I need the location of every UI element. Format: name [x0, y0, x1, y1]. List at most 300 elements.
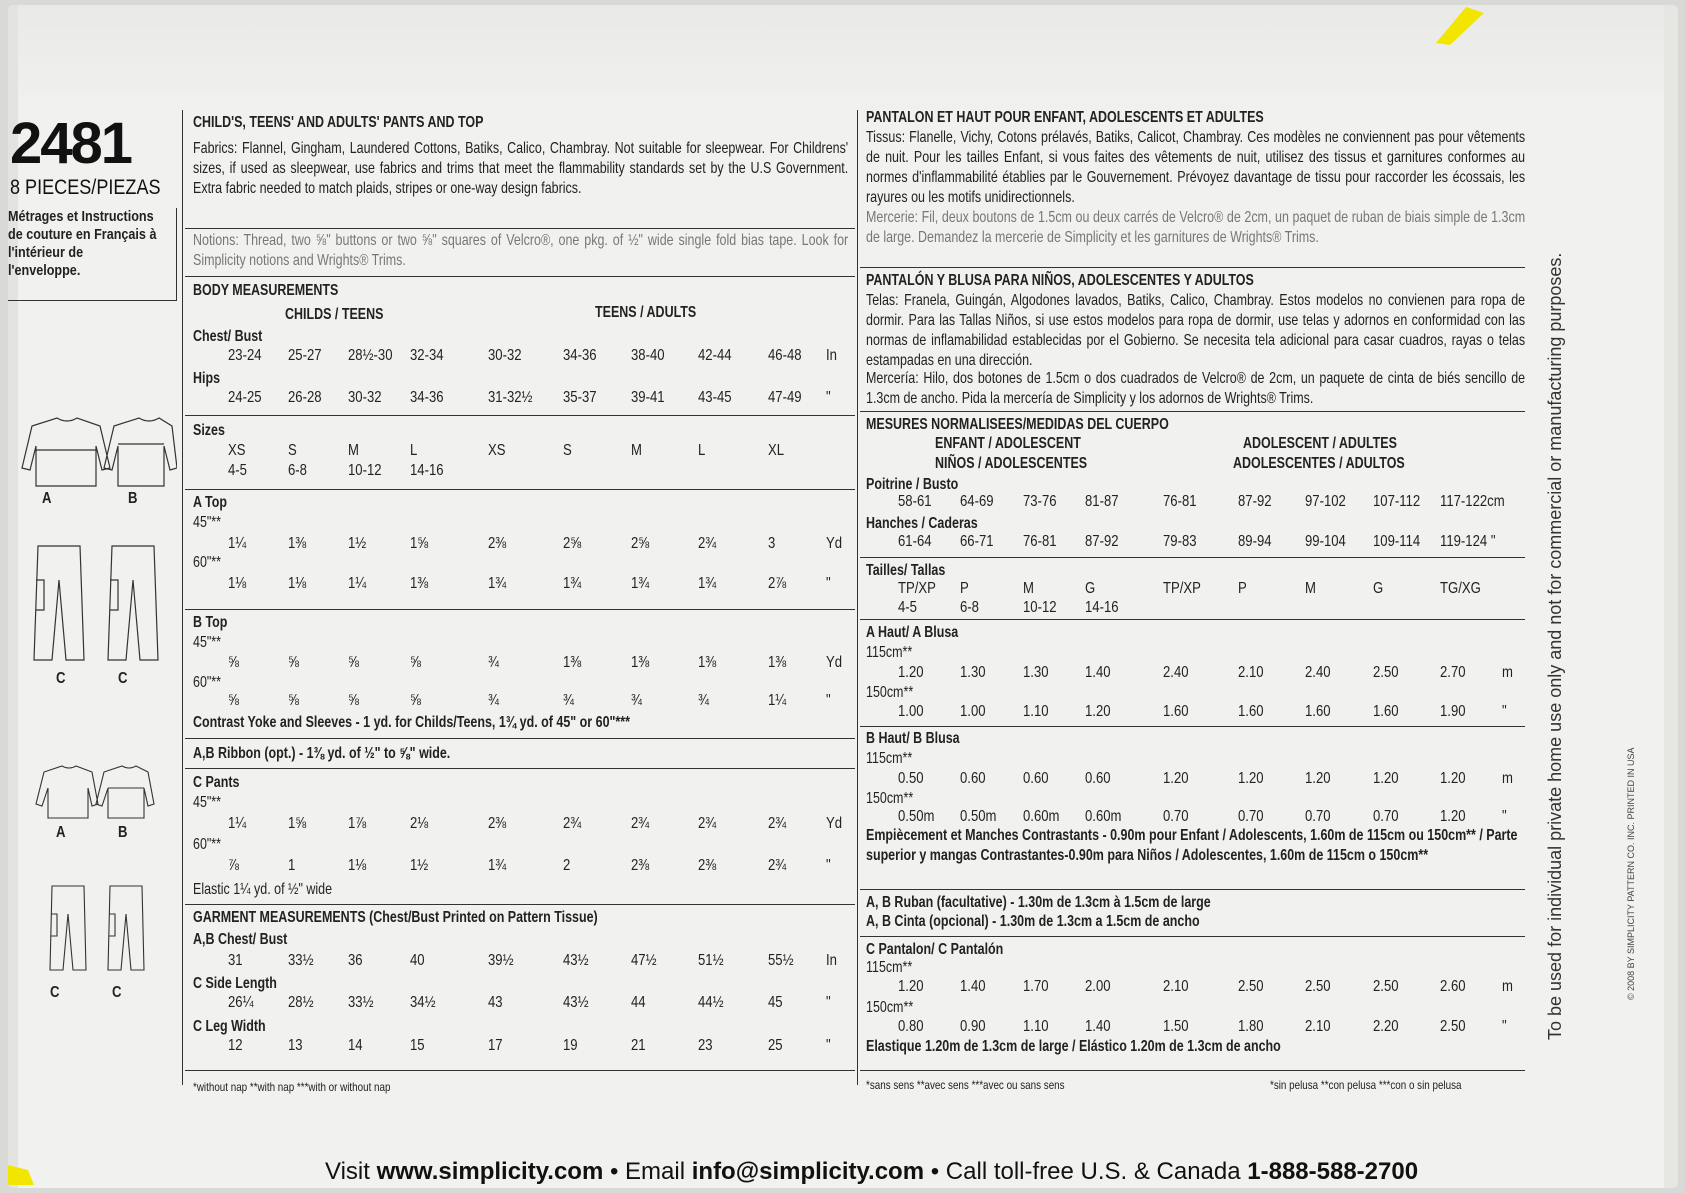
table-cell: 33½ — [348, 994, 374, 1011]
metric-a-haut: A Haut/ A Blusa — [866, 624, 959, 641]
table-cell: 2.40 — [1163, 664, 1189, 681]
table-cell: TP/XP — [1163, 580, 1201, 597]
table-cell: 2¾ — [698, 535, 717, 552]
tape-mark-right — [1426, 5, 1486, 45]
table-cell: 1⅞ — [348, 815, 367, 832]
table-cell: 1½ — [348, 535, 367, 552]
en-body-measurements: BODY MEASUREMENTS — [193, 282, 339, 299]
table-cell: 1¾ — [488, 575, 507, 592]
table-cell: 119-124 " — [1440, 533, 1496, 550]
table-cell: 89-94 — [1238, 533, 1272, 550]
table-cell: 4-5 — [228, 462, 247, 479]
top-drawings-large — [12, 408, 177, 518]
table-cell: " — [826, 1037, 831, 1054]
metric-poitrine: Poitrine / Busto — [866, 476, 959, 493]
table-cell: " — [1502, 808, 1507, 825]
table-cell: 1.40 — [1085, 664, 1111, 681]
en-c-side: C Side Length — [193, 975, 277, 992]
table-cell: 2.50 — [1373, 664, 1399, 681]
table-cell: G — [1373, 580, 1384, 597]
metric-hanches: Hanches / Caderas — [866, 515, 978, 532]
right-fold — [1664, 5, 1678, 1188]
table-cell: 2.50 — [1305, 978, 1331, 995]
table-cell: 1¼ — [228, 535, 247, 552]
metric-w150: 150cm** — [866, 999, 914, 1016]
figure-label-a: A — [56, 824, 66, 841]
table-cell: 66-71 — [960, 533, 994, 550]
table-cell: 0.70 — [1238, 808, 1264, 825]
table-cell: TG/XG — [1440, 580, 1481, 597]
rule — [860, 936, 1525, 937]
table-cell: L — [410, 442, 418, 459]
table-cell: 73-76 — [1023, 493, 1057, 510]
en-w60: 60"** — [193, 554, 222, 571]
french-note-line: l'enveloppe. — [8, 262, 81, 279]
table-cell: 32-34 — [410, 347, 444, 364]
table-cell: 0.70 — [1373, 808, 1399, 825]
table-cell: 0.70 — [1163, 808, 1189, 825]
table-cell: 42-44 — [698, 347, 732, 364]
table-cell: 1.00 — [960, 703, 986, 720]
footer-call: • Call toll-free U.S. & Canada — [924, 1158, 1248, 1185]
table-cell: 1.20 — [1085, 703, 1111, 720]
table-cell: 1½ — [410, 857, 429, 874]
table-cell: 1⅝ — [288, 815, 307, 832]
table-cell: XL — [768, 442, 785, 459]
table-cell: 2.60 — [1440, 978, 1466, 995]
table-cell: 2.10 — [1305, 1018, 1331, 1035]
en-teens-adults: TEENS / ADULTS — [595, 304, 697, 321]
table-cell: 55½ — [768, 952, 794, 969]
table-cell: 1⅜ — [631, 654, 650, 671]
table-cell: 1¾ — [563, 575, 582, 592]
table-cell: 1.60 — [1305, 703, 1331, 720]
table-cell: 1.10 — [1023, 1018, 1049, 1035]
table-cell: 1.20 — [898, 664, 924, 681]
table-cell: 1.50 — [1163, 1018, 1189, 1035]
en-c-leg: C Leg Width — [193, 1018, 266, 1035]
table-cell: M — [1305, 580, 1316, 597]
table-cell: XS — [488, 442, 506, 459]
table-cell: 39½ — [488, 952, 514, 969]
table-cell: 0.60m — [1023, 808, 1060, 825]
table-cell: ¾ — [488, 692, 499, 709]
table-cell: ⅝ — [410, 654, 421, 671]
table-cell: 1.20 — [1440, 770, 1466, 787]
table-cell: 1.20 — [1373, 770, 1399, 787]
table-cell: 23 — [698, 1037, 713, 1054]
table-cell: 10-12 — [348, 462, 382, 479]
en-b-top: B Top — [193, 614, 228, 631]
fr-tissus: Tissus: Flanelle, Vichy, Cotons prélavés, Batiks, Calicot, Chambray. Ces modèles ne conviennent pas pour vêtements de nuit. Pour les tailles Enfant, si vous faites des vêtements de nuit, utilisez des tissus et garnitures conformes au normes d'inflammabilité établies par le Gouvernement. Prévoyez davantage de tissu pour raccorder les écossais, les rayures ou les motifs unidirectionnels. — [866, 129, 1526, 206]
footer-email[interactable]: info@simplicity.com — [691, 1158, 925, 1185]
french-note-line: l'intérieur de — [8, 244, 84, 261]
en-w45: 45"** — [193, 514, 222, 531]
figure-label-b: B — [128, 490, 138, 507]
table-cell: 1.90 — [1440, 703, 1466, 720]
table-cell: 31 — [228, 952, 243, 969]
es-merceria: Mercería: Hilo, dos botones de 1.5cm o dos cuadrados de Velcro® de 2cm, un paquete de cinta de biés sencillo de 1.3cm de ancho. Pida la mercería de Simplicity y los adornos de Wrights® Trims. — [866, 370, 1526, 407]
table-cell: 64-69 — [960, 493, 994, 510]
table-cell: 2¾ — [768, 815, 787, 832]
table-cell: 0.50 — [898, 770, 924, 787]
copyright-text: © 2008 BY SIMPLICITY PATTERN CO. INC. PRINTED IN USA — [1626, 747, 1636, 1000]
table-cell: 2⅜ — [631, 857, 650, 874]
metric-c-pantalon: C Pantalon/ C Pantalón — [866, 941, 1004, 958]
top-drawings-small — [30, 760, 160, 830]
es-telas: Telas: Franela, Guingán, Algodones lavados, Batiks, Calico, Chambray. Estos modelos no convienen para ropa de dormir. Para las Tallas Niños, si use estos modelos para ropa de dormir, use telas y adornos en conformidad con las normas de inflamabilidad establecidas por el Gobierno. Se necesita tela adicional para casar cuadros, rayas o telas estampadas en una dirección. — [866, 292, 1526, 369]
rule — [185, 768, 855, 769]
table-cell: 28½ — [288, 994, 314, 1011]
table-cell: 19 — [563, 1037, 578, 1054]
en-ab-chest: A,B Chest/ Bust — [193, 931, 288, 948]
table-cell: 1¼ — [228, 815, 247, 832]
table-cell: ¾ — [631, 692, 642, 709]
table-cell: 1¼ — [768, 692, 787, 709]
rule — [860, 1070, 1525, 1071]
table-cell: m — [1502, 770, 1513, 787]
table-cell: ⅝ — [228, 692, 239, 709]
en-fabrics: Fabrics: Flannel, Gingham, Laundered Cottons, Batiks, Calico, Chambray. Not suitable for sleepwear. For Childrens' sizes, if used as sleepwear, use fabrics and trims that meet the flammability standards set by the U.S Government. Extra fabric needed to match plaids, stripes or one-way design fabrics. — [193, 140, 849, 197]
tape-mark-left — [8, 1095, 38, 1185]
table-cell: 31-32½ — [488, 389, 533, 406]
french-note-line: Métrages et Instructions — [8, 208, 154, 225]
table-cell: 45 — [768, 994, 783, 1011]
table-cell: G — [1085, 580, 1096, 597]
figure-label-b: B — [118, 824, 128, 841]
table-cell: XS — [228, 442, 246, 459]
pants-drawings-small — [46, 880, 156, 980]
table-cell: 1.40 — [960, 978, 986, 995]
metric-ruban: A, B Ruban (facultative) - 1.30m de 1.3cm à 1.5cm de large — [866, 894, 1211, 911]
rule — [860, 267, 1525, 268]
table-cell: 79-83 — [1163, 533, 1197, 550]
en-footnote: *without nap **with nap ***with or without nap — [193, 1080, 391, 1094]
rule — [860, 411, 1525, 412]
table-cell: 2.50 — [1238, 978, 1264, 995]
table-cell: 1.10 — [1023, 703, 1049, 720]
table-cell: 76-81 — [1023, 533, 1057, 550]
table-cell: " — [826, 994, 831, 1011]
table-cell: ⅝ — [288, 654, 299, 671]
table-cell: S — [563, 442, 572, 459]
table-cell: m — [1502, 978, 1513, 995]
en-w60: 60"** — [193, 836, 222, 853]
table-cell: ⅝ — [410, 692, 421, 709]
table-cell: M — [348, 442, 359, 459]
table-cell: 43½ — [563, 994, 589, 1011]
en-a-top: A Top — [193, 494, 227, 511]
metric-w115: 115cm** — [866, 959, 913, 976]
en-ribbon: A,B Ribbon (opt.) - 1⅜ yd. of ½" to ⅝" wide. — [193, 745, 451, 762]
table-cell: 47-49 — [768, 389, 802, 406]
pattern-number: 2481 — [10, 111, 132, 176]
table-cell: 51½ — [698, 952, 724, 969]
figure-label-c: C — [112, 984, 122, 1001]
table-cell: S — [288, 442, 297, 459]
table-cell: 1⅜ — [288, 535, 307, 552]
table-cell: 61-64 — [898, 533, 932, 550]
table-cell: 1⅜ — [410, 575, 429, 592]
table-cell: 0.60m — [1085, 808, 1122, 825]
fr-mercerie: Mercerie: Fil, deux boutons de 1.5cm ou deux carrés de Velcro® de 2cm, un paquet de ruban de biais simple de 1.3cm de large. Demandez la mercerie de Simplicity et les garnitures de Wrights® Trims. — [866, 209, 1526, 246]
table-cell: 2.10 — [1238, 664, 1264, 681]
en-c-pants: C Pants — [193, 774, 240, 791]
en-elastic: Elastic 1¼ yd. of ½" wide — [193, 881, 333, 898]
table-cell: 34-36 — [563, 347, 597, 364]
table-cell: 2 — [563, 857, 571, 874]
en-w45: 45"** — [193, 634, 222, 651]
table-cell: 76-81 — [1163, 493, 1197, 510]
en-garment-measurements: GARMENT MEASUREMENTS (Chest/Bust Printed on Pattern Tissue) — [193, 909, 598, 926]
table-cell: 44½ — [698, 994, 724, 1011]
table-cell: 26¼ — [228, 994, 254, 1011]
table-cell: 2¾ — [631, 815, 650, 832]
table-cell: 2.50 — [1373, 978, 1399, 995]
table-cell: 40 — [410, 952, 425, 969]
table-cell: Yd — [826, 815, 843, 832]
table-cell: ⅝ — [228, 654, 239, 671]
table-cell: 1⅝ — [410, 535, 429, 552]
table-cell: 81-87 — [1085, 493, 1119, 510]
table-cell: TP/XP — [898, 580, 936, 597]
table-cell: 2⅛ — [410, 815, 429, 832]
footer-email-label: • Email — [603, 1158, 692, 1185]
metric-footnote-es: *sin pelusa **con pelusa ***con o sin pelusa — [1270, 1078, 1462, 1092]
footer-url[interactable]: www.simplicity.com — [376, 1158, 604, 1185]
table-cell: 30-32 — [488, 347, 522, 364]
table-cell: ⅝ — [288, 692, 299, 709]
metric-elastique: Elastique 1.20m de 1.3cm de large / Elástico 1.20m de 1.3cm de ancho — [866, 1038, 1281, 1055]
en-notions: Notions: Thread, two ⅝" buttons or two ⅝" squares of Velcro®, one pkg. of ½" wide single fold bias tape. Look for Simplicity notions and Wrights® Trims. — [193, 232, 849, 269]
table-cell: 2⅝ — [631, 535, 650, 552]
metric-w115: 115cm** — [866, 750, 913, 767]
table-cell: P — [960, 580, 969, 597]
table-cell: 2.70 — [1440, 664, 1466, 681]
metric-adoles: ADOLESCENTES / ADULTOS — [1233, 455, 1405, 472]
table-cell: 17 — [488, 1037, 503, 1054]
table-cell: 1⅜ — [563, 654, 582, 671]
en-w45: 45"** — [193, 794, 222, 811]
table-cell: 58-61 — [898, 493, 932, 510]
table-cell: 0.50m — [960, 808, 997, 825]
table-cell: P — [1238, 580, 1247, 597]
figure-label-a: A — [42, 490, 52, 507]
table-cell: 2¾ — [698, 815, 717, 832]
rule — [860, 726, 1525, 727]
table-cell: 12 — [228, 1037, 243, 1054]
table-cell: 117-122cm — [1440, 493, 1505, 510]
en-title: CHILD'S, TEENS' AND ADULTS' PANTS AND TOP — [193, 114, 484, 131]
en-chest-bust: Chest/ Bust — [193, 328, 263, 345]
table-cell: ¾ — [698, 692, 709, 709]
table-cell: ⅝ — [348, 654, 359, 671]
table-cell: 3 — [768, 535, 776, 552]
table-cell: 34½ — [410, 994, 436, 1011]
rule — [185, 489, 855, 490]
rule — [185, 1070, 855, 1071]
pants-drawings-large — [28, 540, 178, 670]
table-cell: 2¾ — [563, 815, 582, 832]
table-cell: 46-48 — [768, 347, 802, 364]
table-cell: " — [826, 389, 831, 406]
en-childs-teens: CHILDS / TEENS — [285, 306, 384, 323]
table-cell: 14 — [348, 1037, 363, 1054]
table-cell: 14-16 — [410, 462, 444, 479]
en-sizes: Sizes — [193, 422, 225, 439]
table-cell: 47½ — [631, 952, 657, 969]
table-cell: 33½ — [288, 952, 314, 969]
pattern-pieces: 8 PIECES/PIEZAS — [10, 176, 161, 199]
table-cell: 1 — [288, 857, 296, 874]
en-w60: 60"** — [193, 674, 222, 691]
table-cell: 0.60 — [960, 770, 986, 787]
table-cell: 2.10 — [1163, 978, 1189, 995]
table-cell: 1.20 — [898, 978, 924, 995]
table-cell: 39-41 — [631, 389, 665, 406]
table-cell: 14-16 — [1085, 599, 1119, 616]
table-cell: 36 — [348, 952, 363, 969]
table-cell: 1.20 — [1238, 770, 1264, 787]
table-cell: 1⅛ — [288, 575, 307, 592]
table-cell: Yd — [826, 654, 843, 671]
table-cell: 0.50m — [898, 808, 935, 825]
table-cell: 1¾ — [631, 575, 650, 592]
table-cell: 0.80 — [898, 1018, 924, 1035]
table-cell: 6-8 — [288, 462, 307, 479]
table-cell: 0.90 — [960, 1018, 986, 1035]
table-cell: ¾ — [563, 692, 574, 709]
metric-enfant: ENFANT / ADOLESCENT — [935, 435, 1081, 452]
rule — [185, 904, 855, 905]
table-cell: 1.20 — [1163, 770, 1189, 787]
table-cell: 1¾ — [488, 857, 507, 874]
table-cell: 2⅜ — [488, 535, 507, 552]
table-cell: 38-40 — [631, 347, 665, 364]
table-cell: In — [826, 952, 837, 969]
table-cell: 4-5 — [898, 599, 917, 616]
metric-cinta: A, B Cinta (opcional) - 1.30m de 1.3cm a 1.5cm de ancho — [866, 913, 1200, 930]
table-cell: 24-25 — [228, 389, 262, 406]
table-cell: 10-12 — [1023, 599, 1057, 616]
table-cell: 1.60 — [1163, 703, 1189, 720]
rule — [860, 557, 1525, 558]
table-cell: 1.60 — [1373, 703, 1399, 720]
table-cell: ⅞ — [228, 857, 239, 874]
table-cell: 87-92 — [1085, 533, 1119, 550]
rule — [185, 738, 855, 739]
en-contrast: Contrast Yoke and Sleeves - 1 yd. for Childs/Teens, 1¾ yd. of 45" or 60"*** — [193, 714, 630, 731]
table-cell: 28½-30 — [348, 347, 393, 364]
rule — [185, 415, 855, 416]
figure-label-c: C — [50, 984, 60, 1001]
table-cell: 109-114 — [1373, 533, 1421, 550]
rule — [860, 619, 1525, 620]
metric-w150: 150cm** — [866, 684, 914, 701]
table-cell: " — [826, 857, 831, 874]
table-cell: 6-8 — [960, 599, 979, 616]
metric-ninos: NIÑOS / ADOLESCENTES — [935, 455, 1088, 472]
table-cell: 1⅜ — [768, 654, 787, 671]
table-cell: 1⅛ — [228, 575, 247, 592]
table-cell: Yd — [826, 535, 843, 552]
table-cell: L — [698, 442, 706, 459]
metric-footnote-fr: *sans sens **avec sens ***avec ou sans sens — [866, 1078, 1065, 1092]
table-cell: 34-36 — [410, 389, 444, 406]
usage-restriction-text: To be used for individual private home use only and not for commercial or manufacturing purposes. — [1545, 252, 1565, 1040]
table-cell: 2.00 — [1085, 978, 1111, 995]
table-cell: 99-104 — [1305, 533, 1346, 550]
figure-label-c: C — [118, 670, 128, 687]
en-hips: Hips — [193, 370, 221, 387]
table-cell: " — [826, 575, 831, 592]
table-cell: 0.60 — [1023, 770, 1049, 787]
table-cell: 1¼ — [348, 575, 367, 592]
column-rule — [182, 110, 183, 1085]
table-cell: 2⅞ — [768, 575, 787, 592]
metric-w150: 150cm** — [866, 790, 914, 807]
table-cell: " — [1502, 703, 1507, 720]
metric-ado: ADOLESCENT / ADULTES — [1243, 435, 1397, 452]
figure-label-c: C — [56, 670, 66, 687]
table-cell: 0.70 — [1305, 808, 1331, 825]
table-cell: 1¾ — [698, 575, 717, 592]
fr-title: PANTALON ET HAUT POUR ENFANT, ADOLESCENTS ET ADULTES — [866, 109, 1264, 126]
table-cell: 43-45 — [698, 389, 732, 406]
table-cell: 1.20 — [1440, 808, 1466, 825]
table-cell: 26-28 — [288, 389, 322, 406]
column-rule — [857, 110, 858, 1085]
table-cell: 0.60 — [1085, 770, 1111, 787]
table-cell: 1⅜ — [698, 654, 717, 671]
table-cell: In — [826, 347, 837, 364]
rule — [185, 276, 855, 277]
table-cell: m — [1502, 664, 1513, 681]
table-cell: 1.70 — [1023, 978, 1049, 995]
es-title: PANTALÓN Y BLUSA PARA NIÑOS, ADOLESCENTES Y ADULTOS — [866, 272, 1254, 289]
table-cell: 44 — [631, 994, 646, 1011]
table-cell: M — [1023, 580, 1034, 597]
table-cell: ¾ — [488, 654, 499, 671]
table-cell: 2⅜ — [488, 815, 507, 832]
table-cell: 1.60 — [1238, 703, 1264, 720]
table-cell: 1.20 — [1305, 770, 1331, 787]
table-cell: 1.30 — [1023, 664, 1049, 681]
table-cell: 1.30 — [960, 664, 986, 681]
table-cell: 15 — [410, 1037, 425, 1054]
table-cell: M — [631, 442, 642, 459]
table-cell: 2⅝ — [563, 535, 582, 552]
table-cell: 97-102 — [1305, 493, 1346, 510]
french-note-box — [8, 208, 177, 301]
rule — [185, 228, 855, 229]
table-cell: 43 — [488, 994, 503, 1011]
table-cell: ⅝ — [348, 692, 359, 709]
table-cell: 2.50 — [1440, 1018, 1466, 1035]
metric-heading: MESURES NORMALISEES/MEDIDAS DEL CUERPO — [866, 416, 1169, 433]
table-cell: 43½ — [563, 952, 589, 969]
rule — [185, 609, 855, 610]
footer-phone: 1-888-588-2700 — [1247, 1158, 1419, 1185]
french-note-line: de couture en Français à — [8, 226, 157, 243]
table-cell: 2¾ — [768, 857, 787, 874]
table-cell: 1.80 — [1238, 1018, 1264, 1035]
table-cell: 2⅜ — [698, 857, 717, 874]
table-cell: 2.40 — [1305, 664, 1331, 681]
table-cell: 13 — [288, 1037, 303, 1054]
table-cell: " — [1502, 1018, 1507, 1035]
table-cell: " — [826, 692, 831, 709]
